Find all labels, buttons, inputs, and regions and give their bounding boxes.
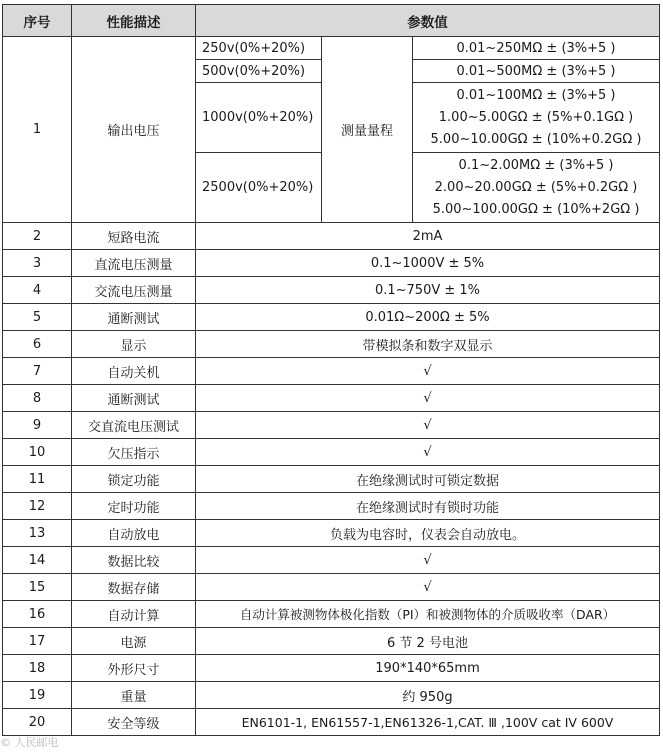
row-feature: 输出电压: [72, 37, 196, 223]
spec-table: [2, 4, 660, 736]
table-row: [3, 331, 660, 358]
range-250: 0.01~250MΩ ± (3%+5 ): [413, 37, 660, 60]
row-feature: 外形尺寸: [72, 655, 196, 682]
row-no: 1: [3, 37, 72, 223]
range-2500-line: 0.1~2.00MΩ ± (3%+5 ): [458, 157, 614, 173]
row-feature: 自动关机: [72, 358, 196, 385]
row-value: 2mA: [196, 223, 660, 250]
row-feature: 交流电压测量: [72, 277, 196, 304]
table-row: [3, 628, 660, 655]
row-feature: 直流电压测量: [72, 250, 196, 277]
row-no: 4: [3, 277, 72, 304]
table-row: [3, 493, 660, 520]
row-feature: 重量: [72, 682, 196, 709]
row-value: 6 节 2 号电池: [196, 628, 660, 655]
row-value: 0.01Ω~200Ω ± 5%: [196, 304, 660, 331]
table-row: [3, 655, 660, 682]
row-feature: 自动放电: [72, 520, 196, 547]
row-value: 190*140*65mm: [196, 655, 660, 682]
header-feature: 性能描述: [72, 5, 196, 37]
table-row: [3, 277, 660, 304]
table-row: [3, 574, 660, 601]
row-no: 19: [3, 682, 72, 709]
row-feature: 通断测试: [72, 304, 196, 331]
row-no: 8: [3, 385, 72, 412]
range-2500: [413, 153, 660, 223]
table-row: [3, 682, 660, 709]
row-value: 带模拟条和数字双显示: [196, 331, 660, 358]
row-feature: 数据比较: [72, 547, 196, 574]
table-row: [3, 223, 660, 250]
table-row: [3, 304, 660, 331]
range-2500-line: 2.00~20.00GΩ ± (5%+0.2GΩ ): [434, 179, 638, 195]
row-value: 0.1~1000V ± 5%: [196, 250, 660, 277]
row-feature: 安全等级: [72, 709, 196, 736]
table-row: [3, 520, 660, 547]
row-no: 6: [3, 331, 72, 358]
row-no: 17: [3, 628, 72, 655]
watermark: © 人民邮电: [0, 736, 59, 749]
row-feature: 交直流电压测试: [72, 412, 196, 439]
header-value: 参数值: [196, 5, 660, 37]
row-feature: 电源: [72, 628, 196, 655]
row-feature: 定时功能: [72, 493, 196, 520]
row-value: 在绝缘测试时可锁定数据: [196, 466, 660, 493]
row-feature: 短路电流: [72, 223, 196, 250]
row-value: 0.1~750V ± 1%: [196, 277, 660, 304]
range-2500-line: 5.00~100.00GΩ ± (10%+2GΩ ): [432, 201, 640, 217]
range-1000: [413, 83, 660, 153]
row-value: √: [196, 439, 660, 466]
row-no: 20: [3, 709, 72, 736]
table-row: [3, 547, 660, 574]
row-value: 约 950g: [196, 682, 660, 709]
voltage-500: 500v(0%+20%): [196, 60, 322, 83]
row-no: 14: [3, 547, 72, 574]
row-value: √: [196, 358, 660, 385]
table-row: [3, 466, 660, 493]
row-feature: 数据存储: [72, 574, 196, 601]
row-feature: 欠压指示: [72, 439, 196, 466]
range-label: 测量量程: [322, 37, 413, 223]
row-no: 15: [3, 574, 72, 601]
row-feature: 锁定功能: [72, 466, 196, 493]
table-row: [3, 358, 660, 385]
row-no: 16: [3, 601, 72, 628]
row-no: 7: [3, 358, 72, 385]
table-row: [3, 709, 660, 736]
row-no: 10: [3, 439, 72, 466]
range-1000-line: 1.00~5.00GΩ ± (5%+0.1GΩ ): [438, 109, 634, 125]
header-no: 序号: [3, 5, 72, 37]
row-value: 自动计算被测物体极化指数（PI）和被测物体的介质吸收率（DAR）: [196, 601, 660, 628]
row-value: √: [196, 412, 660, 439]
row-no: 18: [3, 655, 72, 682]
row-no: 3: [3, 250, 72, 277]
table-row: [3, 412, 660, 439]
row-no: 12: [3, 493, 72, 520]
row-value: √: [196, 385, 660, 412]
header-row: [3, 5, 660, 37]
row-value: EN6101-1, EN61557-1,EN61326-1,CAT. Ⅲ ,100V cat IV 600V: [196, 709, 660, 736]
table-row: [3, 250, 660, 277]
table-row: [3, 439, 660, 466]
row-feature: 通断测试: [72, 385, 196, 412]
table-row: [3, 37, 660, 60]
voltage-2500: 2500v(0%+20%): [196, 153, 322, 223]
table-row: [3, 385, 660, 412]
row-value: √: [196, 574, 660, 601]
table-row: [3, 601, 660, 628]
voltage-250: 250v(0%+20%): [196, 37, 322, 60]
row-feature: 自动计算: [72, 601, 196, 628]
row-value: 在绝缘测试时有锁时功能: [196, 493, 660, 520]
row-no: 9: [3, 412, 72, 439]
row-no: 11: [3, 466, 72, 493]
row-no: 2: [3, 223, 72, 250]
row-feature: 显示: [72, 331, 196, 358]
range-500: 0.01~500MΩ ± (3%+5 ): [413, 60, 660, 83]
row-value: 负载为电容时，仪表会自动放电。: [196, 520, 660, 547]
voltage-1000: 1000v(0%+20%): [196, 83, 322, 153]
range-1000-line: 0.01~100MΩ ± (3%+5 ): [456, 87, 616, 103]
range-1000-line: 5.00~10.00GΩ ± (10%+0.2GΩ ): [430, 131, 642, 147]
row-value: √: [196, 547, 660, 574]
row-no: 5: [3, 304, 72, 331]
row-no: 13: [3, 520, 72, 547]
